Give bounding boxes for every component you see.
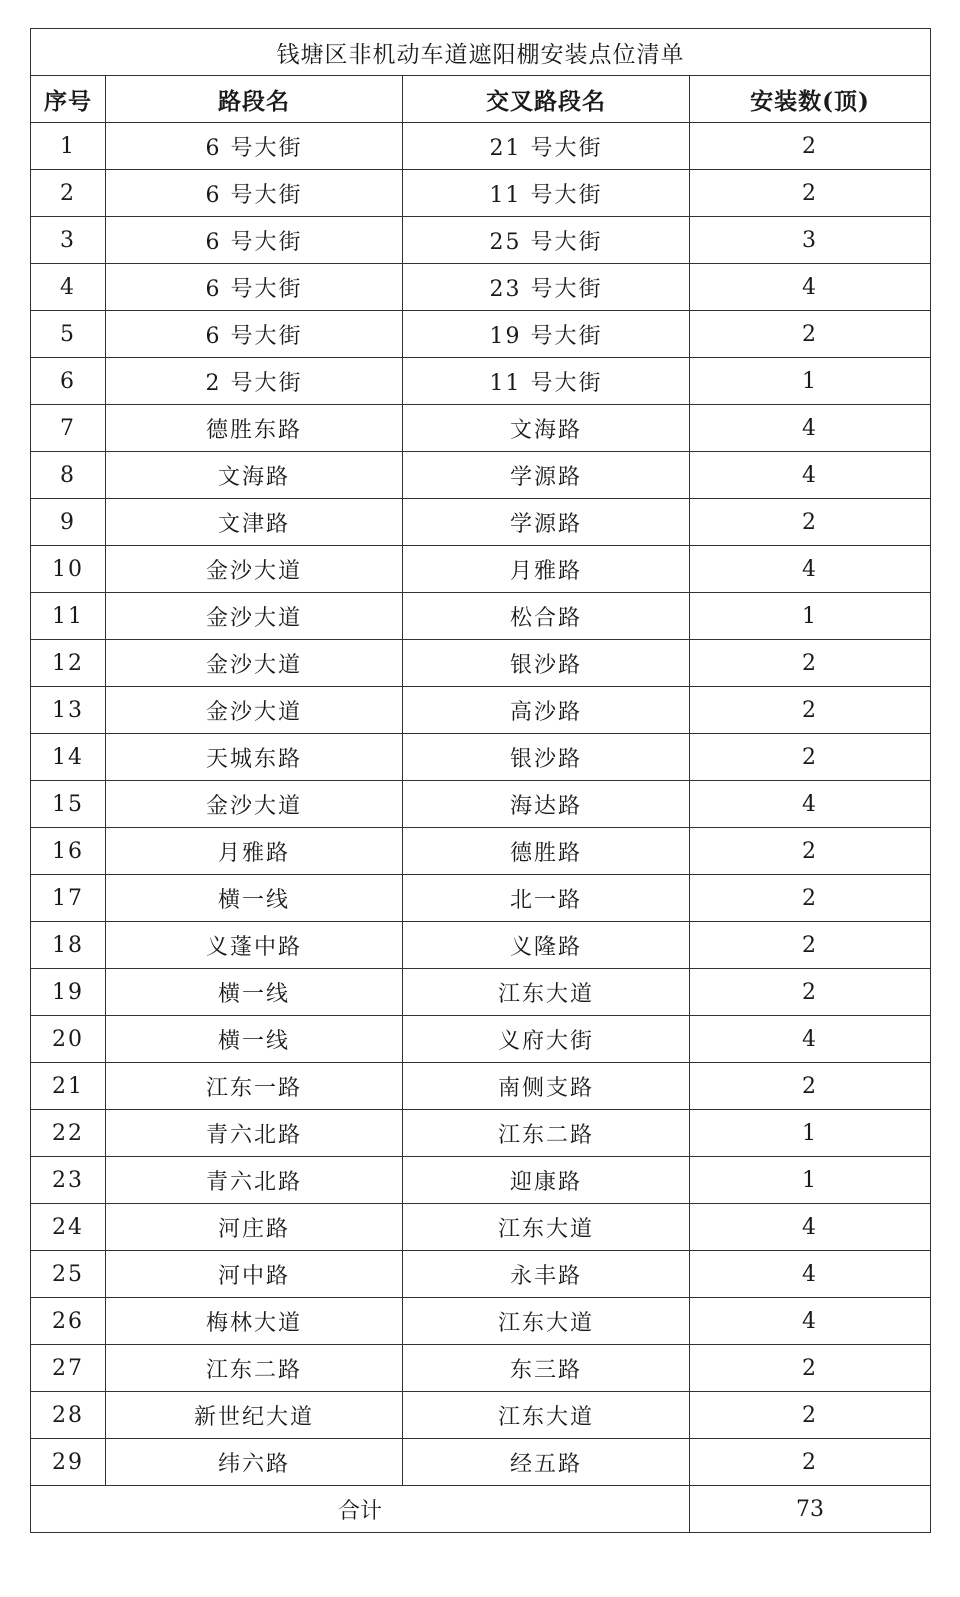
cell-install-count: 2 xyxy=(690,734,931,781)
table-row xyxy=(31,687,931,734)
cell-install-count: 2 xyxy=(690,311,931,358)
cell-road-name: 天城东路 xyxy=(106,734,403,781)
cell-install-count: 2 xyxy=(690,922,931,969)
cell-install-count: 2 xyxy=(690,969,931,1016)
cell-install-count: 4 xyxy=(690,1251,931,1298)
cell-serial-number: 2 xyxy=(31,170,106,217)
cell-road-name: 梅林大道 xyxy=(106,1298,403,1345)
total-value: 73 xyxy=(690,1486,931,1533)
cell-road-name: 6 号大街 xyxy=(106,170,403,217)
cell-cross-road-name: 东三路 xyxy=(403,1345,690,1392)
cell-install-count: 4 xyxy=(690,1298,931,1345)
cell-cross-road-name: 学源路 xyxy=(403,452,690,499)
cell-road-name: 义蓬中路 xyxy=(106,922,403,969)
cell-serial-number: 26 xyxy=(31,1298,106,1345)
table-row xyxy=(31,969,931,1016)
cell-cross-road-name: 25 号大街 xyxy=(403,217,690,264)
cell-cross-road-name: 永丰路 xyxy=(403,1251,690,1298)
table-row xyxy=(31,123,931,170)
cell-road-name: 文津路 xyxy=(106,499,403,546)
cell-cross-road-name: 松合路 xyxy=(403,593,690,640)
cell-serial-number: 15 xyxy=(31,781,106,828)
table-row xyxy=(31,1298,931,1345)
table-row xyxy=(31,405,931,452)
cell-cross-road-name: 11 号大街 xyxy=(403,358,690,405)
cell-serial-number: 1 xyxy=(31,123,106,170)
cell-cross-road-name: 文海路 xyxy=(403,405,690,452)
cell-install-count: 3 xyxy=(690,217,931,264)
cell-cross-road-name: 义府大街 xyxy=(403,1016,690,1063)
total-label: 合计 xyxy=(31,1486,690,1533)
cell-serial-number: 22 xyxy=(31,1110,106,1157)
table-row xyxy=(31,922,931,969)
cell-serial-number: 18 xyxy=(31,922,106,969)
cell-road-name: 江东二路 xyxy=(106,1345,403,1392)
cell-road-name: 江东一路 xyxy=(106,1063,403,1110)
table-row xyxy=(31,358,931,405)
table-row xyxy=(31,1439,931,1486)
cell-install-count: 4 xyxy=(690,546,931,593)
cell-road-name: 金沙大道 xyxy=(106,640,403,687)
table-row xyxy=(31,546,931,593)
table-row xyxy=(31,1392,931,1439)
cell-install-count: 2 xyxy=(690,875,931,922)
cell-road-name: 河庄路 xyxy=(106,1204,403,1251)
cell-cross-road-name: 19 号大街 xyxy=(403,311,690,358)
cell-road-name: 金沙大道 xyxy=(106,781,403,828)
cell-cross-road-name: 北一路 xyxy=(403,875,690,922)
cell-install-count: 2 xyxy=(690,170,931,217)
document-title: 钱塘区非机动车道遮阳棚安装点位清单 xyxy=(31,29,931,76)
cell-install-count: 4 xyxy=(690,405,931,452)
table-title-row xyxy=(31,29,931,76)
cell-serial-number: 3 xyxy=(31,217,106,264)
cell-road-name: 青六北路 xyxy=(106,1157,403,1204)
cell-install-count: 2 xyxy=(690,499,931,546)
cell-install-count: 2 xyxy=(690,640,931,687)
cell-install-count: 4 xyxy=(690,452,931,499)
cell-serial-number: 13 xyxy=(31,687,106,734)
cell-cross-road-name: 学源路 xyxy=(403,499,690,546)
cell-install-count: 2 xyxy=(690,1063,931,1110)
cell-road-name: 6 号大街 xyxy=(106,123,403,170)
cell-road-name: 金沙大道 xyxy=(106,546,403,593)
header-serial-number: 序号 xyxy=(31,76,106,123)
table-row xyxy=(31,1345,931,1392)
cell-serial-number: 10 xyxy=(31,546,106,593)
cell-cross-road-name: 银沙路 xyxy=(403,640,690,687)
cell-road-name: 纬六路 xyxy=(106,1439,403,1486)
cell-serial-number: 12 xyxy=(31,640,106,687)
cell-road-name: 金沙大道 xyxy=(106,593,403,640)
cell-serial-number: 5 xyxy=(31,311,106,358)
table-row xyxy=(31,1110,931,1157)
cell-serial-number: 24 xyxy=(31,1204,106,1251)
header-install-count: 安装数(顶) xyxy=(690,76,931,123)
cell-road-name: 文海路 xyxy=(106,452,403,499)
table-row xyxy=(31,1016,931,1063)
cell-cross-road-name: 经五路 xyxy=(403,1439,690,1486)
cell-install-count: 2 xyxy=(690,1439,931,1486)
cell-road-name: 新世纪大道 xyxy=(106,1392,403,1439)
cell-install-count: 4 xyxy=(690,781,931,828)
cell-cross-road-name: 迎康路 xyxy=(403,1157,690,1204)
table-row xyxy=(31,828,931,875)
total-row xyxy=(31,1486,931,1533)
cell-road-name: 横一线 xyxy=(106,1016,403,1063)
cell-install-count: 1 xyxy=(690,593,931,640)
cell-install-count: 2 xyxy=(690,1345,931,1392)
table-body xyxy=(31,123,931,1486)
cell-install-count: 1 xyxy=(690,358,931,405)
cell-cross-road-name: 江东二路 xyxy=(403,1110,690,1157)
cell-serial-number: 28 xyxy=(31,1392,106,1439)
cell-install-count: 1 xyxy=(690,1110,931,1157)
cell-road-name: 德胜东路 xyxy=(106,405,403,452)
cell-serial-number: 21 xyxy=(31,1063,106,1110)
cell-road-name: 金沙大道 xyxy=(106,687,403,734)
table-row xyxy=(31,593,931,640)
table-row xyxy=(31,1157,931,1204)
table-row xyxy=(31,1063,931,1110)
cell-cross-road-name: 23 号大街 xyxy=(403,264,690,311)
cell-serial-number: 11 xyxy=(31,593,106,640)
cell-serial-number: 25 xyxy=(31,1251,106,1298)
cell-cross-road-name: 21 号大街 xyxy=(403,123,690,170)
table-row xyxy=(31,217,931,264)
cell-serial-number: 8 xyxy=(31,452,106,499)
cell-road-name: 青六北路 xyxy=(106,1110,403,1157)
cell-road-name: 月雅路 xyxy=(106,828,403,875)
cell-cross-road-name: 江东大道 xyxy=(403,969,690,1016)
table-row xyxy=(31,452,931,499)
cell-serial-number: 7 xyxy=(31,405,106,452)
cell-cross-road-name: 德胜路 xyxy=(403,828,690,875)
cell-serial-number: 29 xyxy=(31,1439,106,1486)
cell-cross-road-name: 11 号大街 xyxy=(403,170,690,217)
cell-cross-road-name: 义隆路 xyxy=(403,922,690,969)
cell-road-name: 河中路 xyxy=(106,1251,403,1298)
header-cross-road-name: 交叉路段名 xyxy=(403,76,690,123)
cell-cross-road-name: 海达路 xyxy=(403,781,690,828)
cell-serial-number: 23 xyxy=(31,1157,106,1204)
cell-cross-road-name: 南侧支路 xyxy=(403,1063,690,1110)
cell-install-count: 4 xyxy=(690,264,931,311)
cell-cross-road-name: 银沙路 xyxy=(403,734,690,781)
cell-road-name: 2 号大街 xyxy=(106,358,403,405)
table-header-row xyxy=(31,76,931,123)
cell-road-name: 横一线 xyxy=(106,875,403,922)
cell-install-count: 2 xyxy=(690,1392,931,1439)
installation-list-table xyxy=(30,28,931,1533)
cell-serial-number: 9 xyxy=(31,499,106,546)
cell-road-name: 6 号大街 xyxy=(106,217,403,264)
table-row xyxy=(31,1204,931,1251)
cell-install-count: 2 xyxy=(690,687,931,734)
cell-serial-number: 19 xyxy=(31,969,106,1016)
table-row xyxy=(31,170,931,217)
table-row xyxy=(31,1251,931,1298)
cell-road-name: 6 号大街 xyxy=(106,311,403,358)
header-road-name: 路段名 xyxy=(106,76,403,123)
cell-install-count: 2 xyxy=(690,123,931,170)
cell-install-count: 1 xyxy=(690,1157,931,1204)
cell-install-count: 2 xyxy=(690,828,931,875)
cell-road-name: 6 号大街 xyxy=(106,264,403,311)
cell-cross-road-name: 江东大道 xyxy=(403,1204,690,1251)
cell-install-count: 4 xyxy=(690,1016,931,1063)
table-row xyxy=(31,734,931,781)
cell-cross-road-name: 江东大道 xyxy=(403,1298,690,1345)
cell-cross-road-name: 高沙路 xyxy=(403,687,690,734)
cell-install-count: 4 xyxy=(690,1204,931,1251)
cell-serial-number: 20 xyxy=(31,1016,106,1063)
cell-serial-number: 6 xyxy=(31,358,106,405)
cell-road-name: 横一线 xyxy=(106,969,403,1016)
table-row xyxy=(31,781,931,828)
cell-serial-number: 17 xyxy=(31,875,106,922)
cell-serial-number: 4 xyxy=(31,264,106,311)
table-row xyxy=(31,264,931,311)
cell-cross-road-name: 江东大道 xyxy=(403,1392,690,1439)
table-row xyxy=(31,311,931,358)
table-row xyxy=(31,875,931,922)
cell-serial-number: 27 xyxy=(31,1345,106,1392)
cell-serial-number: 16 xyxy=(31,828,106,875)
cell-serial-number: 14 xyxy=(31,734,106,781)
cell-cross-road-name: 月雅路 xyxy=(403,546,690,593)
table-row xyxy=(31,499,931,546)
table-row xyxy=(31,640,931,687)
